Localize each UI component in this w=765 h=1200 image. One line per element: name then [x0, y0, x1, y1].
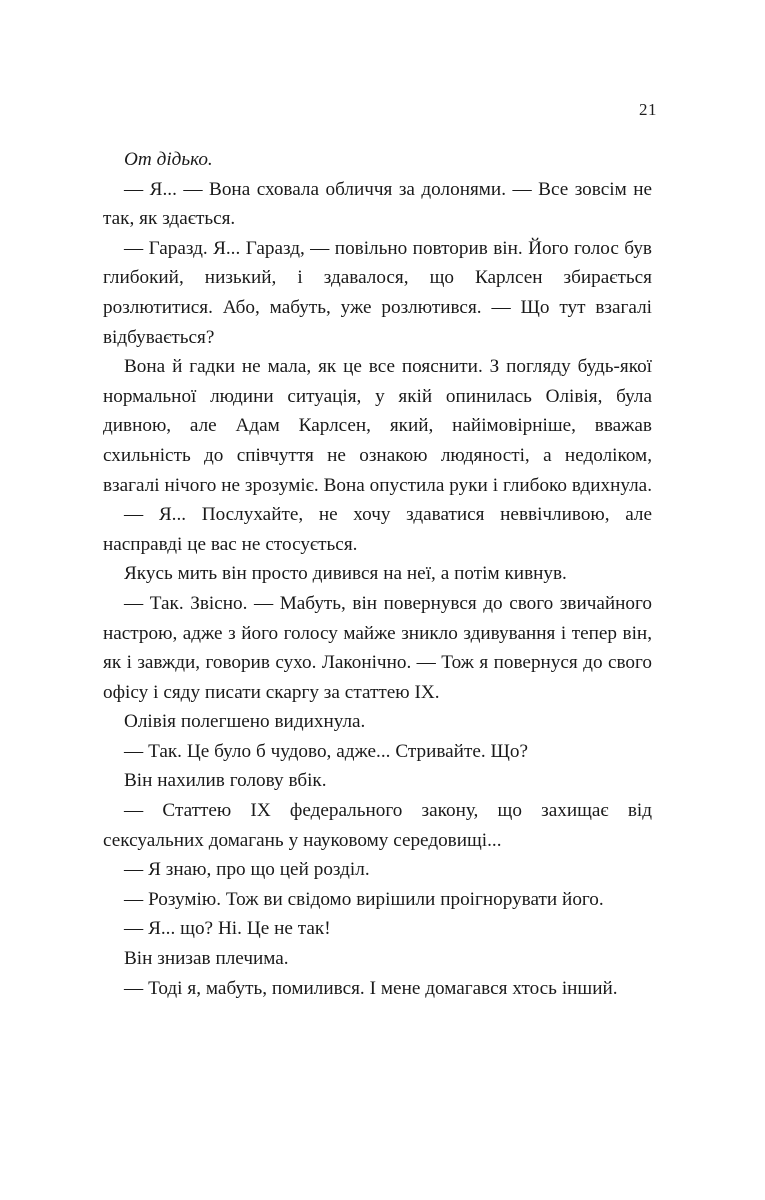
paragraph: — Гаразд. Я... Гаразд, — повільно повторив він. Його голос був глибокий, низький, і здавалося, що Карлсен збирається розлютитися. Або, мабуть, уже розлютився. — Що тут взагалі відбувається? — [103, 237, 652, 348]
paragraph: — Я... Послухайте, не хочу здаватися неввічливою, але насправді це вас не стосується. — [103, 504, 652, 555]
paragraph: — Статтею IX федерального закону, що захищає від сексуальних домагань у науковому середовищі... — [103, 800, 652, 851]
paragraph: — Розумію. Тож ви свідомо вирішили проігнорувати його. — [124, 888, 604, 910]
paragraph: — Так. Це було б чудово, адже... Стривайте. Що? — [124, 740, 529, 762]
paragraph: Якусь мить він просто дивився на неї, а потім кивнув. — [124, 563, 567, 585]
paragraph: — Я... — Вона сховала обличчя за долонями. — Все зовсім не так, як здається. — [103, 178, 652, 230]
paragraph: — Я... що? Ні. Це не так! — [124, 918, 331, 940]
paragraph: Він знизав плечима. — [124, 948, 289, 970]
body-text-block — [103, 145, 652, 1003]
paragraph: — Я знаю, про що цей розділ. — [124, 859, 370, 881]
paragraph: Він нахилив голову вбік. — [124, 770, 327, 792]
paragraph: — Тоді я, мабуть, помилився. І мене домагався хтось інший. — [124, 977, 618, 999]
paragraph: Олівія полегшено видихнула. — [124, 711, 366, 733]
page-number: 21 — [639, 100, 657, 119]
paragraph: Вона й гадки не мала, як це все пояснити. З погляду будь-якої нормальної людини ситуація, у якій опинилась Олівія, була дивною, але Адам Карлсен, який, найімовірніше, вважав схильність до співчуття не ознакою людяності, а недоліком, взагалі нічого не зрозуміє. Вона опустила руки і глибоко вдихнула. — [103, 356, 652, 496]
paragraph: От дідько. — [124, 149, 213, 170]
paragraph: — Так. Звісно. — Мабуть, він повернувся до свого звичайного настрою, адже з його голосу майже зникло здивування і тепер він, як і завжди, говорив сухо. Лаконічно. — Тож я повернуся до свого офісу і сяду писати скаргу за статтею IX. — [103, 592, 652, 703]
